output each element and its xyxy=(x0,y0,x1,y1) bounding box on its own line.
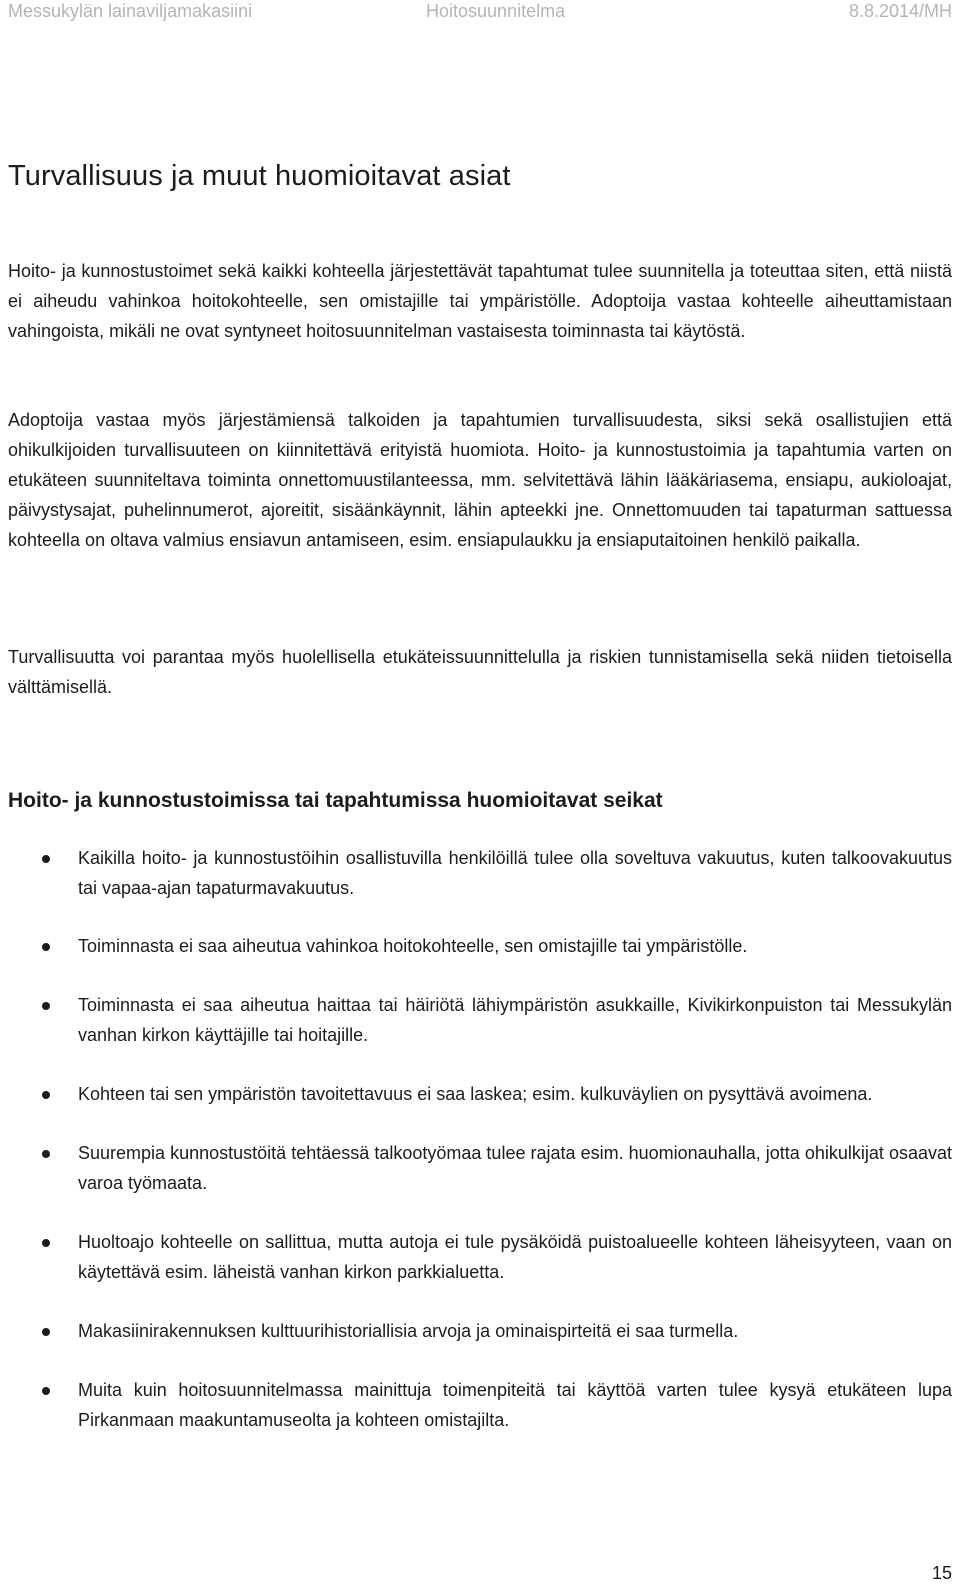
list-item-text: Kohteen tai sen ympäristön tavoitettavuus ei saa laskea; esim. kulkuväylien on pysyttävä avoimena. xyxy=(78,1084,873,1104)
bullet-icon xyxy=(42,1387,50,1395)
page-number: 15 xyxy=(931,1563,952,1583)
paragraph-1: Hoito- ja kunnostustoimet sekä kaikki kohteella järjestettävät tapahtumat tulee suunnitella ja toteuttaa siten, että niistä ei aiheudu vahinkoa hoitokohteelle, sen omistajille tai ympäristölle. Adoptoija vastaa kohteelle aiheuttamistaan vahingoista, mikäli ne ovat syntyneet hoitosuunnitelman vastaisesta toiminnasta tai käytöstä. xyxy=(8,261,952,341)
header-date-author: 8.8.2014/MH xyxy=(848,1,952,21)
list-item-text: Huoltoajo kohteelle on sallittua, mutta autoja ei tule pysäköidä puistoalueelle kohteen läheisyyteen, vaan on käytettävä esim. läheistä vanhan kirkon parkkialuetta. xyxy=(78,1232,952,1282)
bullet-icon xyxy=(42,1150,50,1158)
list-item xyxy=(8,1375,952,1435)
list-item xyxy=(8,1227,952,1287)
list-item-text: Suurempia kunnostustöitä tehtäessä talkootyömaa tulee rajata esim. huomionauhalla, jotta ohikulkijat osaavat varoa työmaata. xyxy=(78,1143,952,1193)
bullet-icon xyxy=(42,943,50,951)
list-item-text: Makasiinirakennuksen kulttuurihistoriallisia arvoja ja ominaispirteitä ei saa turmella. xyxy=(78,1321,739,1341)
list-item xyxy=(8,843,952,903)
bullet-icon xyxy=(42,1328,50,1336)
list-item-text: Toiminnasta ei saa aiheutua vahinkoa hoitokohteelle, sen omistajille tai ympäristölle. xyxy=(78,936,748,956)
list-item-text: Toiminnasta ei saa aiheutua haittaa tai häiriötä lähiympäristön asukkaille, Kivikirkonpuiston tai Messukylän vanhan kirkon käyttäjille tai hoitajille. xyxy=(78,995,952,1045)
bullet-icon xyxy=(42,1091,50,1099)
list-item xyxy=(8,931,952,961)
list-item xyxy=(8,1316,952,1346)
bullet-icon xyxy=(42,1002,50,1010)
bullet-icon xyxy=(42,1239,50,1247)
list-item xyxy=(8,1138,952,1198)
list-item xyxy=(8,1079,952,1109)
bullet-icon xyxy=(42,855,50,863)
page-header xyxy=(8,0,952,26)
section-heading-considerations: Hoito- ja kunnostustoimissa tai tapahtumissa huomioitavat seikat xyxy=(8,789,663,812)
considerations-list xyxy=(8,843,952,1435)
paragraph-3: Turvallisuutta voi parantaa myös huolellisella etukäteissuunnittelulla ja riskien tunnistamisella sekä niiden tietoisella välttämisellä. xyxy=(8,647,952,697)
list-item-text: Kaikilla hoito- ja kunnostustöihin osallistuvilla henkilöillä tulee olla soveltuva vakuutus, kuten talkoovakuutus tai vapaa-ajan tapaturmavakuutus. xyxy=(78,848,952,898)
section-heading-safety: Turvallisuus ja muut huomioitavat asiat xyxy=(8,160,511,192)
header-section-title: Hoitosuunnitelma xyxy=(426,1,566,21)
list-item-text: Muita kuin hoitosuunnitelmassa mainittuja toimenpiteitä tai käyttöä varten tulee kysyä etukäteen lupa Pirkanmaan maakuntamuseolta ja kohteen omistajilta. xyxy=(78,1380,952,1430)
list-item xyxy=(8,990,952,1050)
paragraph-2: Adoptoija vastaa myös järjestämiensä talkoiden ja tapahtumien turvallisuudesta, siksi sekä osallistujien että ohikulkijoiden turvallisuuteen on kiinnitettävä erityistä huomiota. Hoito- ja kunnostustoimia ja tapahtumia varten on etukäteen suunniteltava toiminta onnettomuustilanteessa, mm. selvitettävä lähin lääkäriasema, ensiapu, aukioloajat, päivystysajat, puhelinnumerot, ajoreitit, sisäänkäynnit, lähin apteekki jne. Onnettomuuden tai tapaturman sattuessa kohteella on oltava valmius ensiavun antamiseen, esim. ensiapulaukku ja ensiaputaitoinen henkilö paikalla. xyxy=(8,410,952,550)
header-document-title: Messukylän lainaviljamakasiini xyxy=(8,1,253,21)
